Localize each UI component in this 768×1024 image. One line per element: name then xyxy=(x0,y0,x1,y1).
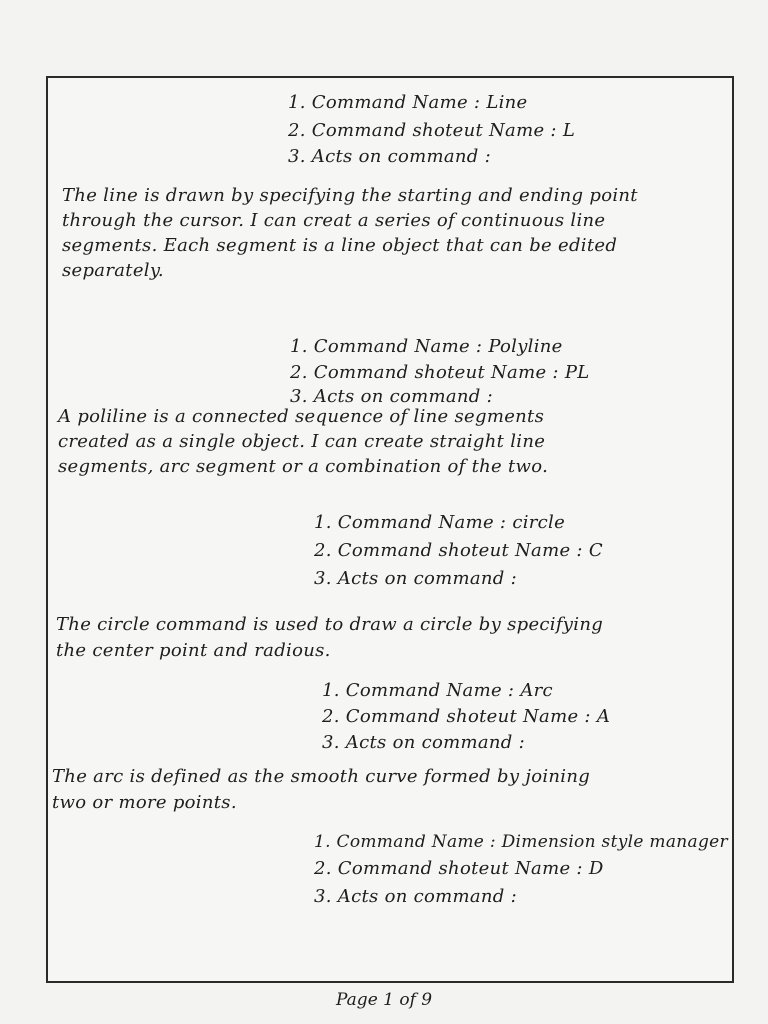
section-4-item-3: 3. Acts on command : xyxy=(322,732,526,753)
paragraph-line: two or more points. xyxy=(52,792,237,813)
section-2-paragraph xyxy=(58,404,548,479)
paragraph-line: separately. xyxy=(62,260,164,281)
section-2-item-2: 2. Command shoteut Name : PL xyxy=(290,362,590,383)
section-1-item-2: 2. Command shoteut Name : L xyxy=(288,120,576,141)
paragraph-line: segments. Each segment is a line object that can be edited xyxy=(62,235,618,256)
section-3-item-1: 1. Command Name : circle xyxy=(314,512,566,533)
paragraph-line: the center point and radious. xyxy=(56,640,331,661)
section-5-item-2: 2. Command shoteut Name : D xyxy=(314,858,604,879)
paragraph-line: segments, arc segment or a combination of the two. xyxy=(58,456,549,477)
section-4-item-1: 1. Command Name : Arc xyxy=(322,680,553,701)
paragraph-line: through the cursor. I can creat a series of continuous line xyxy=(62,210,606,231)
section-2-item-3: 3. Acts on command : xyxy=(290,386,494,407)
section-4-item-2: 2. Command shoteut Name : A xyxy=(322,706,611,727)
paragraph-line: A poliline is a connected sequence of line segments xyxy=(58,406,545,427)
section-5-item-1: 1. Command Name : Dimension style manager xyxy=(314,832,728,852)
paragraph-line: The line is drawn by specifying the starting and ending point xyxy=(62,185,638,206)
section-4-paragraph xyxy=(52,764,590,816)
section-5-item-3: 3. Acts on command : xyxy=(314,886,518,907)
section-1-paragraph xyxy=(62,183,638,283)
section-1-item-3: 3. Acts on command : xyxy=(288,146,492,167)
section-2-item-1: 1. Command Name : Polyline xyxy=(290,336,563,357)
section-3-paragraph xyxy=(56,612,603,664)
page-number: Page 1 of 9 xyxy=(336,990,433,1010)
section-1-item-1: 1. Command Name : Line xyxy=(288,92,528,113)
paragraph-line: The circle command is used to draw a circle by specifying xyxy=(56,614,604,635)
section-3-item-2: 2. Command shoteut Name : C xyxy=(314,540,603,561)
section-3-item-3: 3. Acts on command : xyxy=(314,568,518,589)
paragraph-line: The arc is defined as the smooth curve formed by joining xyxy=(52,766,591,787)
paragraph-line: created as a single object. I can create straight line xyxy=(58,431,546,452)
